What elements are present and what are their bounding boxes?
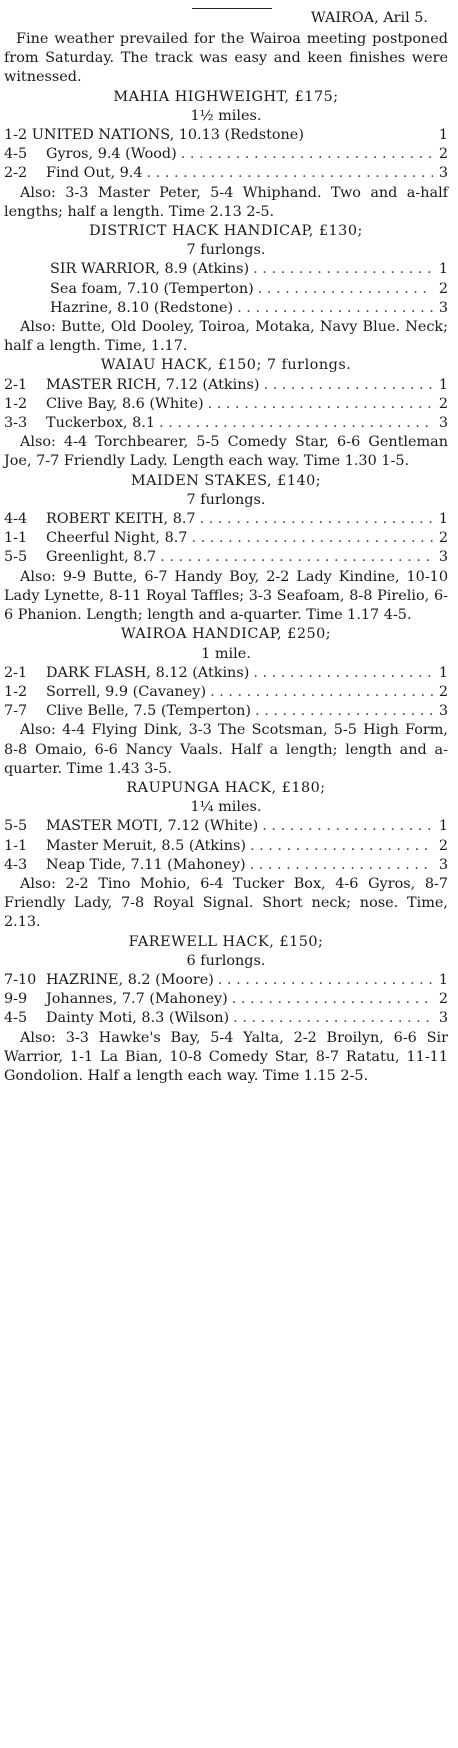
leader-dots: [187, 529, 432, 548]
winner-odds: 1-2: [4, 127, 28, 144]
placing-number: 1: [438, 127, 448, 144]
race-also-ran: Also: 3-3 Hawke's Bay, 5-4 Yalta, 2-2 Broilyn, 6-6 Sir Warrior, 1-1 La Bian, 10-8 Comedy Star, 8-7 Ratatu, 11-11 Gondolion. Half a length each way. Time 1.15 2-5.: [4, 1029, 448, 1084]
placing-number: 3: [438, 1010, 448, 1027]
placing-odds: 5-5: [4, 549, 28, 566]
placing-number: 1: [438, 261, 448, 278]
placing-number: 1: [438, 818, 448, 835]
placing-number: 2: [438, 146, 448, 163]
race-title: WAIAU HACK, £150; 7 furlongs.: [100, 357, 352, 374]
placing-row: [4, 260, 448, 279]
race-also-ran: Also: Butte, Old Dooley, Toiroa, Motaka, Navy Blue. Neck; half a length. Time, 1.17.: [4, 319, 448, 355]
race-distance: 6 furlongs.: [186, 952, 266, 969]
horse-entry: Clive Bay, 8.6 (White): [46, 395, 204, 412]
horse-entry: Sorrell, 9.9 (Cavaney): [46, 683, 207, 700]
placing-odds: 7-10: [4, 971, 37, 988]
placing-number: 1: [438, 376, 448, 393]
placing-number: 2: [438, 395, 448, 412]
race-distance: 1¼ miles.: [190, 799, 262, 816]
placing-number: 2: [438, 991, 448, 1008]
race-distance: 7 furlongs.: [186, 242, 266, 259]
leader-dots: [204, 395, 433, 414]
placing-odds: 9-9: [4, 991, 28, 1008]
race-distance: 7 furlongs.: [186, 491, 266, 508]
placing-number: 1: [438, 664, 448, 681]
leader-dots: [249, 260, 433, 279]
placing-odds: 2-1: [4, 376, 28, 393]
race-also-ran: Also: 3-3 Master Peter, 5-4 Whiphand. Two and a-half lengths; half a length. Time 2.13 2-5.: [4, 184, 448, 220]
race-block: [4, 88, 448, 222]
placing-number: 3: [438, 549, 448, 566]
placing-number: 2: [438, 837, 448, 854]
placing-row: [4, 299, 448, 318]
race-block: [4, 356, 448, 471]
winner-name: UNITED NATIONS, 10.13 (Redstone): [31, 127, 304, 144]
horse-entry: Gyros, 9.4 (Wood): [46, 146, 177, 163]
horse-entry: Hazrine, 8.10 (Redstone): [50, 299, 234, 316]
winner-line: [4, 126, 448, 145]
horse-entry: Dainty Moti, 8.3 (Wilson): [46, 1010, 230, 1027]
placing-row: [4, 529, 448, 548]
leader-dots: [246, 837, 433, 856]
placing-odds: 4-4: [4, 511, 28, 528]
leader-dots: [214, 971, 433, 990]
race-title: WAIROA HANDICAP, £250;: [120, 626, 332, 643]
placing-number: 3: [438, 703, 448, 720]
placing-number: 3: [438, 415, 448, 432]
race-title: RAUPUNGA HACK, £180;: [126, 779, 326, 796]
placing-row: [4, 414, 448, 433]
placing-odds: 2-2: [4, 165, 28, 182]
placing-number: 2: [438, 683, 448, 700]
race-block: [4, 625, 448, 779]
placing-row: [4, 510, 448, 529]
placing-odds: 1-1: [4, 837, 28, 854]
placing-odds: 1-1: [4, 530, 28, 547]
leader-dots: [155, 414, 433, 433]
placing-row: [4, 280, 448, 299]
placing-row: [4, 145, 448, 164]
horse-entry: Cheerful Night, 8.7: [46, 530, 188, 547]
leader-dots: [229, 1009, 433, 1028]
leader-dots: [156, 548, 433, 567]
leader-dots: [249, 664, 433, 683]
race-also-ran: Also: 9-9 Butte, 6-7 Handy Boy, 2-2 Lady Kindine, 10-10 Lady Lynette, 8-11 Royal Taffles; 3-3 Seafoam, 8-8 Pirelio, 6-6 Phanion. Length; length and a-quarter. Time 1.17 4-5.: [4, 568, 448, 624]
leader-dots: [206, 683, 433, 702]
placing-row: [4, 1009, 448, 1028]
placing-row: [4, 376, 448, 395]
horse-entry: ROBERT KEITH, 8.7: [46, 511, 196, 528]
placing-row: [4, 548, 448, 567]
horse-entry: Sea foam, 7.10 (Temperton): [50, 280, 254, 297]
placing-number: 1: [438, 511, 448, 528]
placing-row: [4, 856, 448, 875]
leader-dots: [228, 990, 433, 1009]
placing-row: [4, 837, 448, 856]
race-block: [4, 222, 448, 356]
placing-odds: 7-7: [4, 703, 28, 720]
news-column: [0, 8, 458, 1086]
placing-row: [4, 683, 448, 702]
placing-odds: 3-3: [4, 415, 28, 432]
horse-entry: HAZRINE, 8.2 (Moore): [46, 971, 214, 988]
race-block: [4, 779, 448, 933]
horse-entry: Find Out, 9.4: [46, 165, 143, 182]
race-title: MAHIA HIGHWEIGHT, £175;: [113, 88, 339, 105]
race-block: [4, 933, 448, 1087]
race-also-ran: Also: 2-2 Tino Mohio, 6-4 Tucker Box, 4-6 Gyros, 8-7 Friendly Lady, 7-8 Royal Signal. Short neck; nose. Time, 2.13.: [4, 875, 448, 931]
horse-entry: MASTER MOTI, 7.12 (White): [46, 818, 259, 835]
placing-number: 1: [438, 971, 448, 988]
intro-paragraph: Fine weather prevailed for the Wairoa meeting postponed from Saturday. The track was easy and keen finishes were witnessed.: [4, 31, 448, 86]
placing-row: [4, 164, 448, 183]
horse-entry: Johannes, 7.7 (Mahoney): [46, 991, 228, 1008]
placing-number: 3: [438, 299, 448, 316]
placing-number: 2: [438, 280, 448, 297]
race-distance: 1 mile.: [201, 645, 251, 662]
placing-odds: 1-2: [4, 683, 28, 700]
horse-entry: DARK FLASH, 8.12 (Atkins): [46, 664, 250, 681]
placing-odds: 1-2: [4, 395, 28, 412]
race-distance: 1½ miles.: [190, 107, 262, 124]
horse-entry: SIR WARRIOR, 8.9 (Atkins): [50, 261, 250, 278]
leader-dots: [143, 164, 433, 183]
leader-dots: [259, 376, 432, 395]
leader-dots: [254, 280, 433, 299]
horse-entry: Tuckerbox, 8.1: [46, 415, 156, 432]
race-also-ran: Also: 4-4 Flying Dink, 3-3 The Scotsman, 5-5 High Form, 8-8 Omaio, 6-6 Nancy Vaals. Half a length; length and a-quarter. Time 1.43 3-5.: [4, 722, 448, 777]
race-title: FAREWELL HACK, £150;: [128, 933, 324, 950]
placing-number: 3: [438, 856, 448, 873]
horse-entry: Neap Tide, 7.11 (Mahoney): [46, 856, 246, 873]
placing-odds: 4-3: [4, 856, 28, 873]
race-also-ran: Also: 4-4 Torchbearer, 5-5 Comedy Star, 6-6 Gentleman Joe, 7-7 Friendly Lady. Length each way. Time 1.30 1-5.: [4, 434, 448, 470]
leader-dots: [196, 510, 433, 529]
horse-entry: MASTER RICH, 7.12 (Atkins): [46, 376, 260, 393]
placing-row: [4, 990, 448, 1009]
placing-odds: 4-5: [4, 146, 28, 163]
race-title: MAIDEN STAKES, £140;: [130, 472, 322, 489]
placing-odds: 4-5: [4, 1010, 28, 1027]
placing-row: [4, 702, 448, 721]
leader-dots: [177, 145, 433, 164]
dateline: WAIROA, Aril 5.: [310, 10, 428, 26]
placing-odds: 5-5: [4, 818, 28, 835]
placing-row: [4, 971, 448, 990]
race-block: [4, 472, 448, 626]
race-results: [4, 88, 448, 1087]
placing-number: 3: [438, 165, 448, 182]
placing-row: [4, 395, 448, 414]
leader-dots: [233, 299, 433, 318]
race-title: DISTRICT HACK HANDICAP, £130;: [89, 223, 363, 240]
placing-row: [4, 664, 448, 683]
leader-dots: [251, 702, 433, 721]
placing-odds: 2-1: [4, 664, 28, 681]
horse-entry: Clive Belle, 7.5 (Temperton): [46, 703, 252, 720]
leader-dots: [258, 817, 433, 836]
horse-entry: Master Meruit, 8.5 (Atkins): [46, 837, 246, 854]
winner-text: [4, 126, 433, 145]
horse-entry: Greenlight, 8.7: [46, 549, 157, 566]
placing-number: 2: [438, 530, 448, 547]
placing-row: [4, 817, 448, 836]
leader-dots: [246, 856, 433, 875]
